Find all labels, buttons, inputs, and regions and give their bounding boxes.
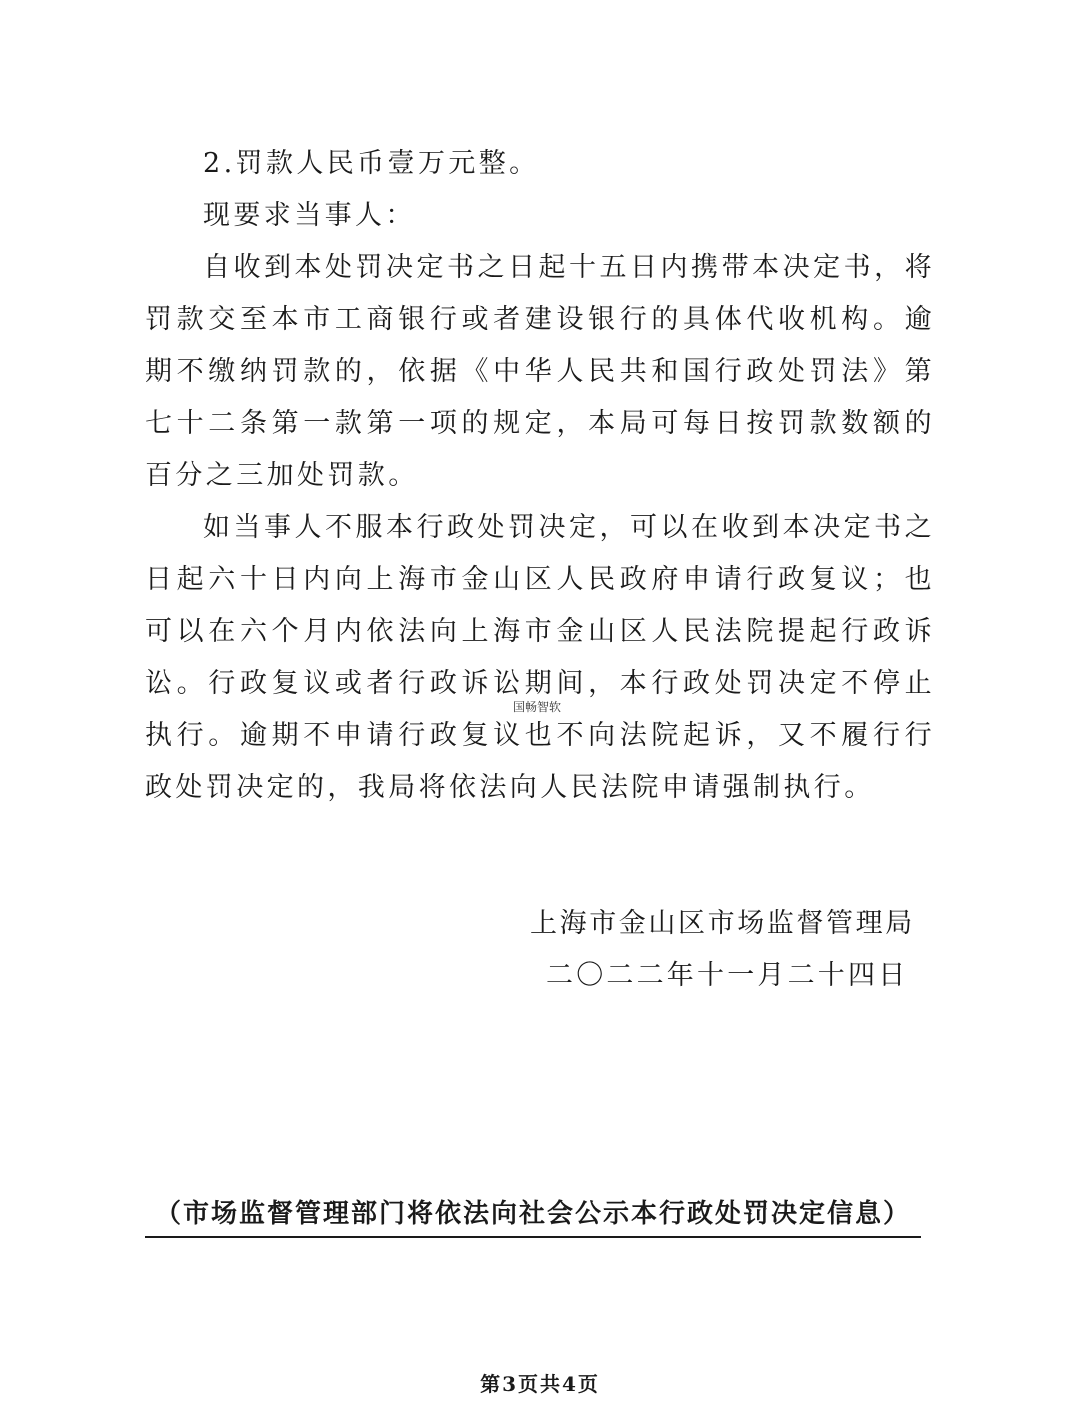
- paragraph-requirement-intro: 现要求当事人：: [203, 200, 416, 231]
- public-notice: （市场监督管理部门将依法向社会公示本行政处罚决定信息）: [145, 1192, 921, 1238]
- page-number: 第3页共4页: [480, 1372, 600, 1396]
- issuing-organization: 上海市金山区市场监督管理局: [530, 908, 915, 939]
- watermark-text: 国畅智软: [513, 700, 562, 714]
- paragraph-fine-amount: 2.罚款人民币壹万元整。: [203, 148, 540, 179]
- paragraph-appeal-rights: 如当事人不服本行政处罚决定，可以在收到本决定书之日起六十日内向上海市金山区人民政府申请行政复议；也可以在六个月内依法向上海市金山区人民法院提起行政诉讼。行政复议或者行政诉讼期间，本行政处罚决定不停止执行。逾期不申请行政复议也不向法院起诉，又不履行行政处罚决定的，我局将依法向人民法院申请强制执行。: [145, 512, 935, 803]
- signature-block: [530, 898, 930, 1002]
- paragraph-payment-instructions: 自收到本处罚决定书之日起十五日内携带本决定书，将罚款交至本市工商银行或者建设银行的具体代收机构。逾期不缴纳罚款的，依据《中华人民共和国行政处罚法》第七十二条第一款第一项的规定，本局可每日按罚款数额的百分之三加处罚款。: [145, 252, 935, 491]
- issue-date: 二〇二二年十一月二十四日: [546, 960, 909, 991]
